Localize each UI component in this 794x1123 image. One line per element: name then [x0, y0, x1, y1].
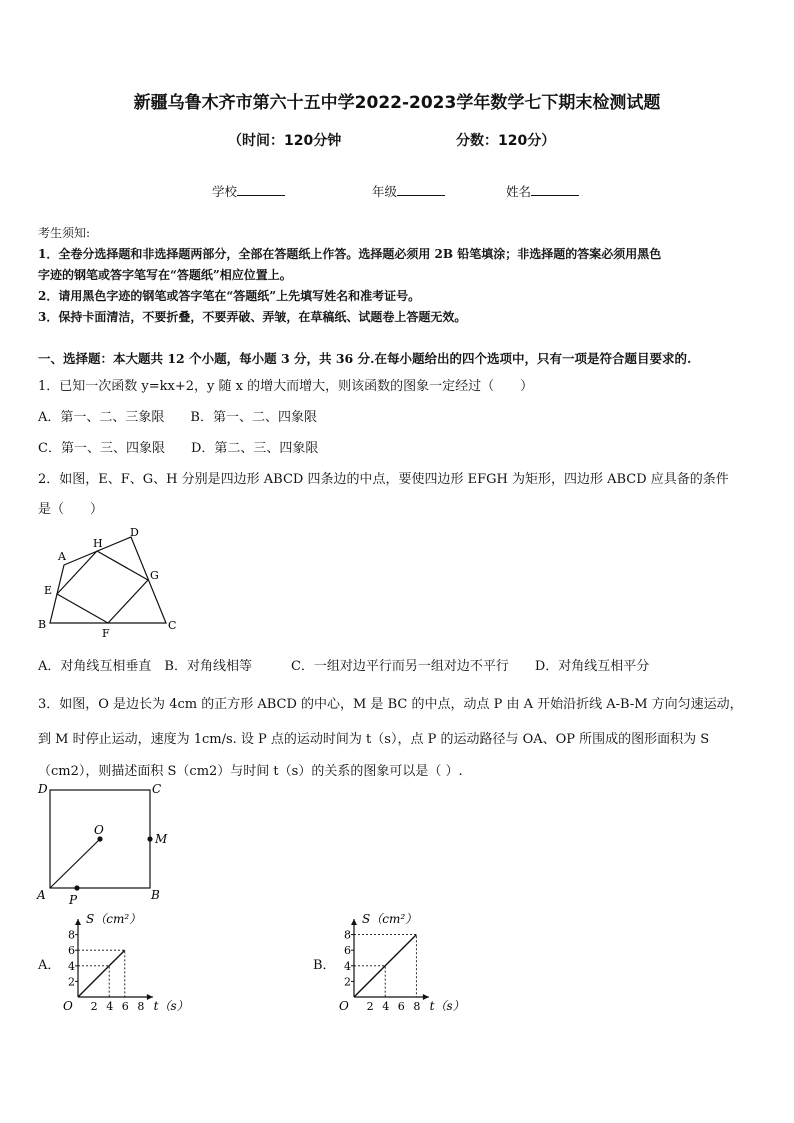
label-a: A	[37, 888, 46, 902]
y-tick-label: 4	[344, 959, 351, 973]
school-label: 学校	[212, 184, 238, 199]
label-o: O	[94, 823, 104, 837]
notice-item: 字迹的钢笔或答字笔写在“答题纸”相应位置上。	[38, 268, 292, 282]
y-axis-label: S（cm²）	[86, 912, 142, 926]
page-title: 新疆乌鲁木齐市第六十五中学2022-2023学年数学七下期末检测试题	[133, 93, 661, 113]
q1-options-ab: A．第一、二、三象限 B．第一、二、四象限	[38, 410, 317, 425]
label-f: F	[102, 627, 110, 640]
y-tick-label: 6	[68, 944, 75, 958]
q3-graph-a[interactable]	[58, 905, 218, 1015]
x-axis-label: t（s）	[153, 999, 189, 1013]
q3-option-a-label[interactable]: A．	[38, 958, 61, 973]
label-b: B	[151, 888, 160, 902]
q2-quadrilateral-figure	[34, 525, 184, 643]
q1-stem: 1．已知一次函数 y=kx+2，y 随 x 的增大而增大，则该函数的图象一定经过（ ）	[38, 379, 534, 394]
y-tick-label: 8	[344, 928, 351, 942]
school-blank[interactable]	[237, 183, 285, 196]
y-tick-label: 6	[344, 944, 351, 958]
q3-graph-b[interactable]	[334, 905, 494, 1015]
x-tick-label: 8	[137, 1000, 145, 1013]
q3-stem-2: 到 M 时停止运动，速度为 1cm/s. 设 P 点的运动时间为 t（s），点 P 的运动路径与 OA、OP 所围成的图形面积为 S	[38, 732, 710, 747]
section-heading: 一、选择题：本大题共 12 个小题，每小题 3 分，共 36 分.在每小题给出的四个选项中，只有一项是符合题目要求的.	[38, 351, 692, 366]
grade-label: 年级	[372, 184, 398, 199]
q3-stem-3: （cm2），则描述面积 S（cm2）与时间 t（s）的关系的图象可以是（ ）.	[38, 764, 463, 779]
grade-field[interactable]	[372, 182, 445, 200]
y-axis-label: S（cm²）	[362, 912, 418, 926]
label-c: C	[168, 619, 177, 632]
x-tick-label: 6	[397, 1000, 405, 1013]
x-tick-label: 4	[382, 1000, 390, 1013]
notice-heading: 考生须知:	[38, 226, 91, 240]
x-axis-label: t（s）	[429, 999, 465, 1013]
graph-series-line	[78, 950, 125, 997]
x-tick-label: 4	[106, 1000, 114, 1013]
label-p: P	[69, 893, 78, 907]
q2-options: A．对角线互相垂直 B．对角线相等 C．一组对边平行而另一组对边不平行 D．对角线互相平分	[38, 659, 650, 674]
point-m	[147, 836, 152, 841]
segment-oa	[50, 839, 100, 888]
x-tick-label: 6	[121, 1000, 129, 1013]
q3-square-figure	[34, 780, 174, 908]
label-g: G	[150, 569, 159, 582]
origin-label: O	[63, 999, 73, 1013]
x-axis-arrow	[423, 994, 429, 1000]
notice-item: 1．全卷分选择题和非选择题两部分，全部在答题纸上作答。选择题必须用 2B 铅笔填涂；非选择题的答案必须用黑色	[38, 247, 662, 261]
y-tick-label: 2	[344, 975, 351, 989]
name-field[interactable]	[506, 182, 579, 200]
label-c: C	[152, 782, 162, 796]
grade-blank[interactable]	[397, 183, 445, 196]
point-o	[97, 836, 102, 841]
q1-options-cd: C．第一、三、四象限 D．第二、三、四象限	[38, 441, 319, 456]
x-tick-label: 2	[90, 1000, 98, 1013]
y-tick-label: 8	[68, 928, 75, 942]
label-d: D	[38, 782, 48, 796]
q2-stem: 2．如图，E、F、G、H 分别是四边形 ABCD 四条边的中点，要使四边形 EFGH 为矩形，四边形 ABCD 应具备的条件	[38, 472, 729, 487]
x-tick-label: 2	[366, 1000, 374, 1013]
label-e: E	[44, 584, 53, 597]
label-a: A	[58, 550, 66, 563]
notice-item: 2．请用黑色字迹的钢笔或答字笔在“答题纸”上先填写姓名和准考证号。	[38, 289, 421, 303]
q3-option-b-label[interactable]: B．	[313, 958, 336, 973]
x-tick-label: 8	[413, 1000, 421, 1013]
label-m: M	[155, 832, 168, 846]
point-p	[74, 885, 79, 890]
notice-item: 3．保持卡面清洁，不要折叠，不要弄破、弄皱，在草稿纸、试题卷上答题无效。	[38, 310, 467, 324]
q3-stem-1: 3．如图，O 是边长为 4cm 的正方形 ABCD 的中心，M 是 BC 的中点，动点 P 由 A 开始沿折线 A-B-M 方向匀速运动，	[38, 697, 743, 712]
label-b: B	[38, 618, 47, 631]
y-axis-arrow	[75, 919, 81, 925]
y-axis-arrow	[351, 919, 357, 925]
time-label: （时间：120分钟	[228, 133, 342, 149]
x-axis-arrow	[147, 994, 153, 1000]
y-tick-label: 4	[68, 959, 75, 973]
name-blank[interactable]	[531, 183, 579, 196]
y-tick-label: 2	[68, 975, 75, 989]
origin-label: O	[339, 999, 349, 1013]
name-label: 姓名	[506, 184, 532, 199]
score-label: 分数：120分）	[456, 133, 556, 149]
label-d: D	[130, 526, 139, 539]
q2-stem-end: 是（ ）	[38, 502, 104, 517]
school-field[interactable]	[212, 182, 285, 200]
label-h: H	[93, 537, 103, 550]
